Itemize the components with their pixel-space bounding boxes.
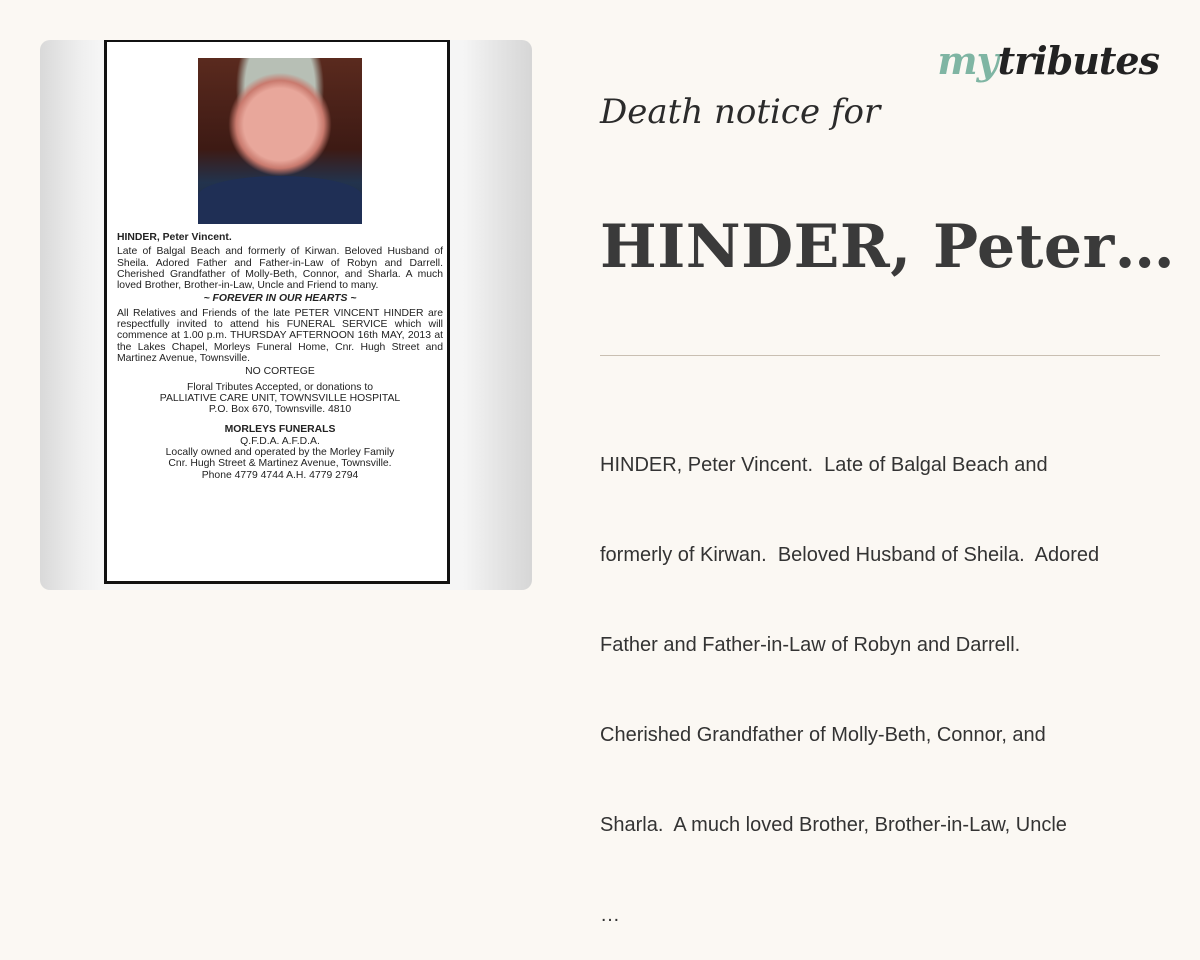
footer-line-3: Phone 4779 4744 A.H. 4779 2794 <box>201 469 359 481</box>
page-heading: Death notice for <box>600 92 881 132</box>
notice-motto: ~ FOREVER IN OUR HEARTS ~ <box>203 293 357 305</box>
summary-line: Sharla. A much loved Brother, Brother-in-Law, Uncle <box>600 814 1067 836</box>
summary-line: Father and Father-in-Law of Robyn and Darrell. <box>600 634 1021 656</box>
notice-image-card <box>40 40 532 590</box>
summary-line: HINDER, Peter Vincent. Late of Balgal Beach and <box>600 454 1048 476</box>
floral-line-2: PALLIATIVE CARE UNIT, TOWNSVILLE HOSPITAL <box>159 392 401 404</box>
floral-line-3: P.O. Box 670, Townsville. 4810 <box>208 404 352 416</box>
portrait-photo <box>198 58 362 224</box>
notice-summary <box>600 390 1160 960</box>
no-cortege: NO CORTEGE <box>245 366 315 378</box>
summary-line: formerly of Kirwan. Beloved Husband of Sheila. Adored <box>600 544 1100 566</box>
notice-name: HINDER, Peter Vincent. <box>117 232 232 243</box>
notice-paragraph-2: All Relatives and Friends of the late PETER VINCENT HINDER are respectfully invited to attend his FUNERAL SERVICE which will commence at 1.00 p.m. THURSDAY AFTERNOON 16th MAY, 2013 at the Lakes Chapel, Morleys Funeral Home, Cnr. Hugh Street and Martinez Avenue, Townsville. <box>117 307 443 364</box>
notice-text <box>117 232 443 481</box>
mytributes-logo[interactable]: mytributes <box>937 38 1159 83</box>
funeral-home-name: MORLEYS FUNERALS <box>224 424 336 436</box>
funeral-credentials: Q.F.D.A. A.F.D.A. <box>240 435 320 447</box>
footer-line-1: Locally owned and operated by the Morley Family <box>165 447 395 459</box>
floral-line-1: Floral Tributes Accepted, or donations to <box>187 381 373 393</box>
divider <box>600 355 1160 356</box>
summary-ellipsis: … <box>600 904 620 926</box>
footer-line-2: Cnr. Hugh Street & Martinez Avenue, Townsville. <box>168 458 392 470</box>
newspaper-notice <box>104 40 450 584</box>
notice-paragraph-1: Late of Balgal Beach and formerly of Kirwan. Beloved Husband of Sheila. Adored Father and Father-in-Law of Robyn and Darrell. Cherished Grandfather of Molly-Beth, Connor, and Sharla. A much loved Brother, Brother-in-Law, Uncle and Friend to many. <box>117 246 443 292</box>
summary-line: Cherished Grandfather of Molly-Beth, Connor, and <box>600 724 1046 746</box>
deceased-name: HINDER, Peter… <box>600 212 1176 282</box>
